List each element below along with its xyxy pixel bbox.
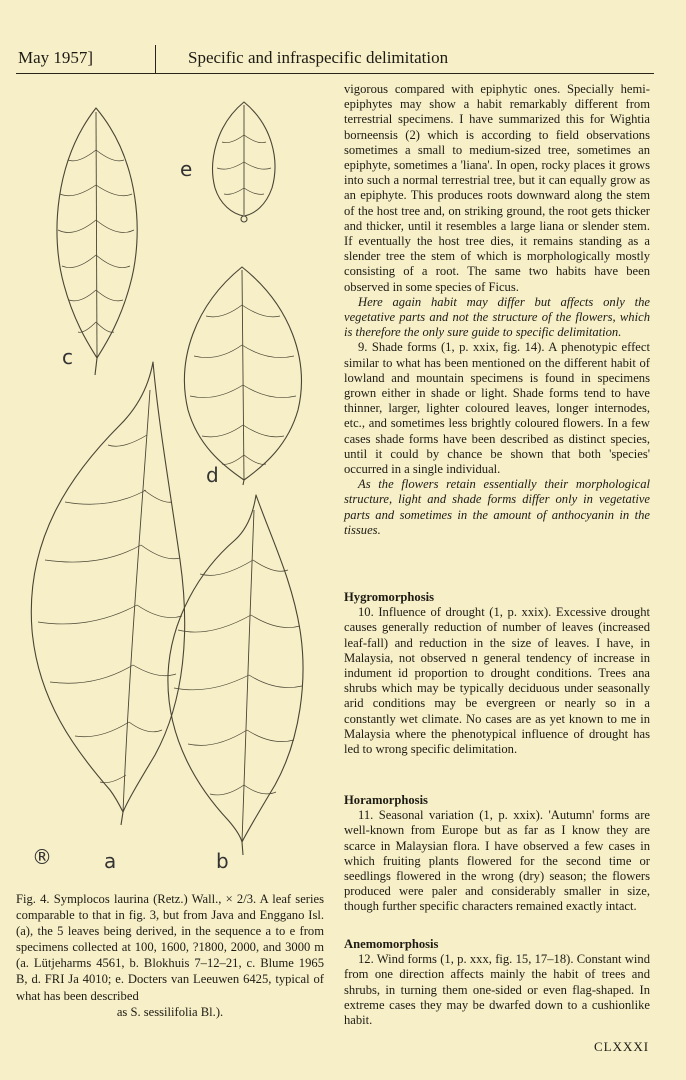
- label-b: b: [216, 849, 229, 873]
- page-number: CLXXXI: [594, 1039, 650, 1054]
- text-column-upper: [344, 82, 650, 538]
- header-rule: [16, 73, 654, 74]
- registered-mark: ®: [32, 845, 52, 869]
- leaf-c: [57, 108, 137, 375]
- running-head-title: Specific and infraspecific delimitation: [188, 48, 449, 67]
- running-head: [16, 45, 652, 71]
- label-a: a: [104, 849, 117, 873]
- paragraph-wind: 12. Wind forms (1, p. xxx, fig. 15, 17–18). Constant wind from one direction affects mainly the habit of trees and shrubs, in turning them one-sided or even flag-shaped. In extreme cases they may be dwarfed down to a cushionlike habit.: [344, 952, 650, 1028]
- paragraph-continuation: vigorous compared with epiphytic ones. Specially hemi-epiphytes may show a habit remarkably different from terrestrial specimens. I have summarized this for Wightia borneensis (2) which is according to field observations sometimes a small to medium-sized tree, sometimes an epiphyte, sometimes a 'liana'. In open, rocky places it grows into such a normal terrestrial tree, but it can equally grow as an epiphyte. This produces roots downward along the stem of the host tree and, on striking ground, the root gets thicker and thicker, until it resembles a large liana or slender stem. If eventually the host tree dies, it remains standing as a slender tree the stem of which is morphologically mostly consisting of a root. The same two habits have been observed in some species of Ficus.: [344, 82, 650, 294]
- leaf-a: [31, 362, 184, 825]
- paragraph-habit-summary: Here again habit may differ but affects only the vegetative parts and not the structure of the flowers, which is therefore the only sure guide to specific delimitation.: [344, 294, 650, 340]
- caption-text: Fig. 4. Symplocos laurina (Retz.) Wall., × 2/3. A leaf series comparable to that in fig. 3, but from Java and Enggano Isl. (a), the 5 leaves being derived, in the sequence a to e from specimens collected at 100, 1600, ?1800, 2000, and 3000 m (a. Lütjeharms 4561, b. Blokhuis 7–12–21, c. Blume 1965 B, d. FRI Ja 4010; e. Docters van Leeuwen 6425, typical of what has been described: [16, 892, 324, 1003]
- label-d: d: [206, 463, 219, 487]
- running-head-date: May 1957]: [18, 48, 94, 67]
- leaf-d: [184, 267, 301, 485]
- leaf-e: [213, 102, 275, 222]
- heading-horamorphosis: Horamorphosis: [344, 793, 428, 807]
- leaf-b: [168, 495, 303, 855]
- section-horamorphosis: [344, 793, 650, 915]
- leaf-figure: [10, 90, 320, 880]
- section-anemomorphosis: [344, 937, 650, 1028]
- paragraph-shade-forms: 9. Shade forms (1, p. xxix, fig. 14). A phenotypic effect similar to what has been mentioned on the different habit of lowland and mountain specimens is found in specimens grown either in shade or light. Shade forms tend to have thinner, larger, lighter coloured leaves, longer internodes, etc., and sometimes less brightly coloured flowers. In a few cases shade forms have been described as distinct species, until it could by chance be shown that both 'species' occurred in a single individual.: [344, 340, 650, 477]
- label-e: e: [180, 157, 193, 181]
- heading-hygromorphosis: Hygromorphosis: [344, 590, 435, 604]
- label-c: c: [62, 345, 73, 369]
- paragraph-drought: 10. Influence of drought (1, p. xxix). Excessive drought causes generally reduction of number of leaves (increased leaf-fall) and reduction in the size of leaves. I have, in Malaysia, not observed n general tendency of increase in indument id proportion to drought conditions. Trees ana shrubs which may be typically deciduous under seasonally arid conditions may be evergreen or nearly so in a constantly wet climate. No cases are as yet known to me in Malaysia where the phenotypical influence of drought has led to wrong specific delimitation.: [344, 605, 650, 757]
- paragraph-shade-summary: As the flowers retain essentially their morphological structure, light and shade forms differ only in vegetative parts and sometimes in the amount of anthocyanin in the tissues.: [344, 477, 650, 537]
- figure-caption: [16, 891, 324, 1020]
- heading-anemomorphosis: Anemomorphosis: [344, 937, 439, 951]
- caption-last-line: as S. sessilifolia Bl.).: [116, 1004, 224, 1019]
- section-hygromorphosis: [344, 590, 650, 757]
- header-separator: [155, 45, 156, 73]
- paragraph-seasonal: 11. Seasonal variation (1, p. xxix). 'Autumn' forms are well-known from Europe but as far as I know they are scarce in Malaysian flora. I have observed a few cases in which fruiting plants flowered for the second time or seedlings flowered in the wrong (dry) season; the flowers produced were paler and considerably smaller in size, though further specific characters remained exactly intact.: [344, 808, 650, 914]
